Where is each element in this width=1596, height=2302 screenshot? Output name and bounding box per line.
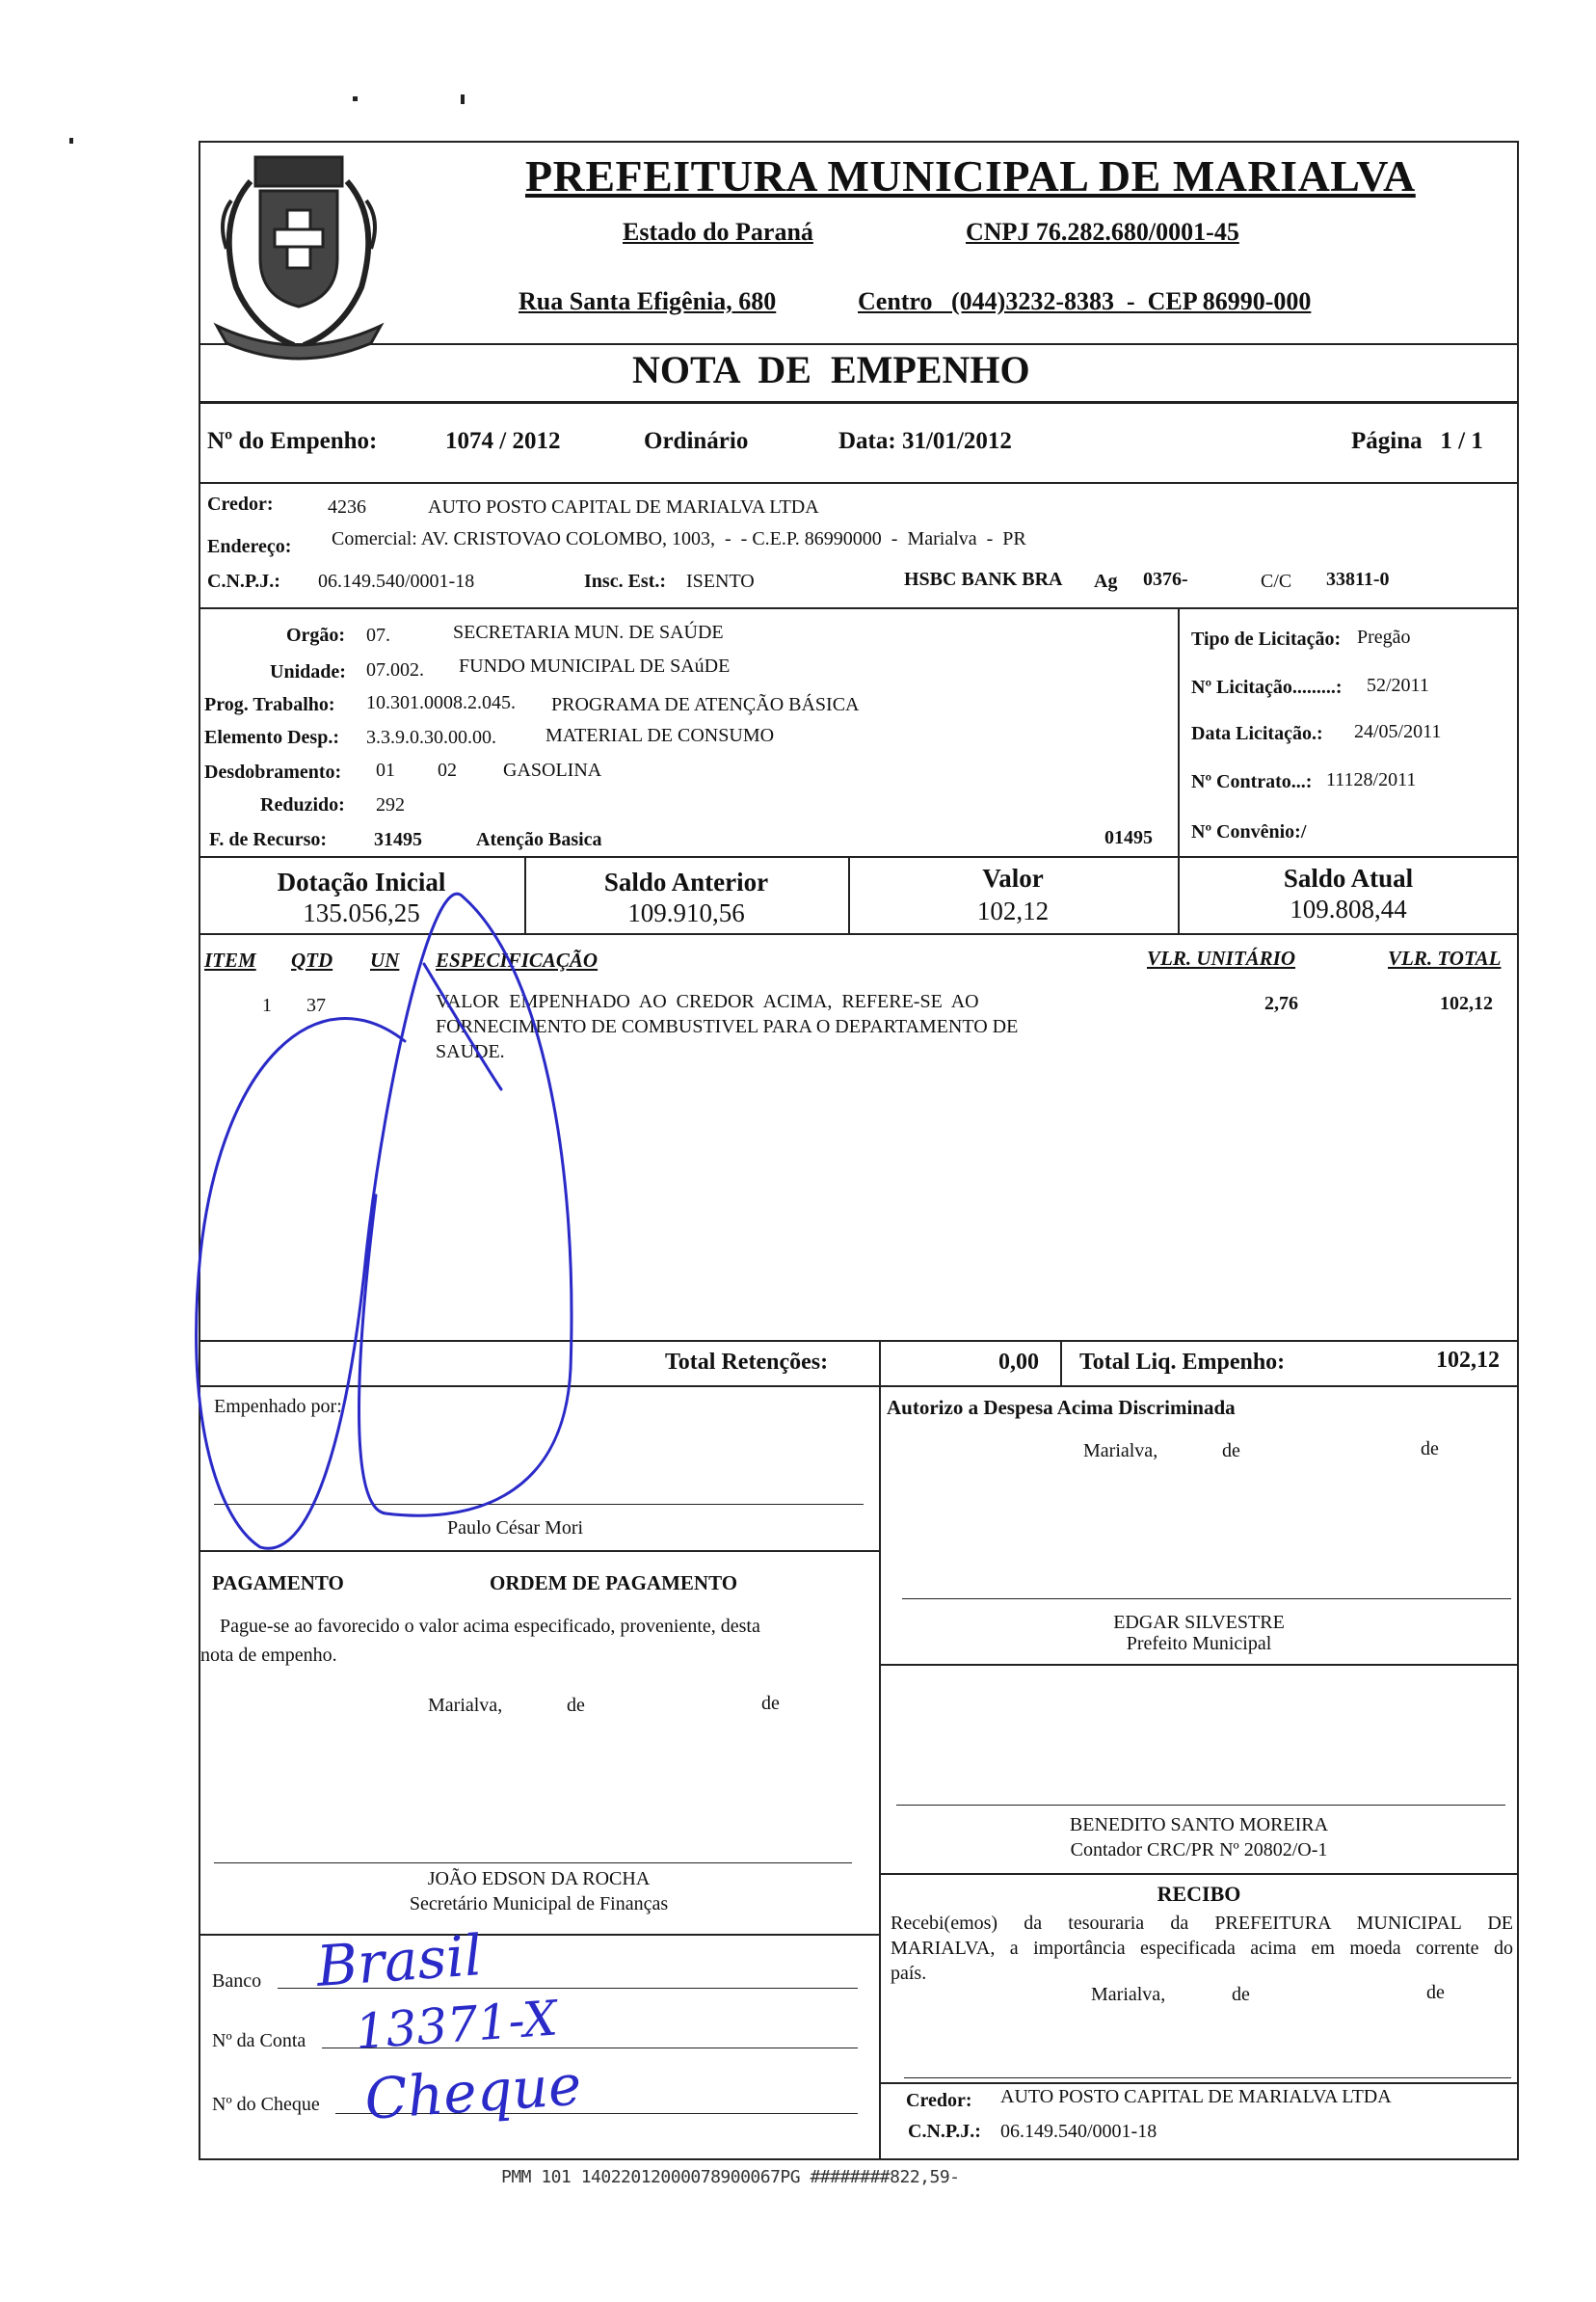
signature-line [904, 2077, 1511, 2078]
elemento-name: MATERIAL DE CONSUMO [545, 725, 775, 746]
unidade-code: 07.002. [366, 659, 424, 681]
divider [199, 856, 1519, 858]
contrato-value: 11128/2011 [1326, 769, 1417, 790]
signature-line [214, 1504, 864, 1505]
prefeito-name: EDGAR SILVESTRE [1113, 1612, 1285, 1633]
col-header-unit: VLR. UNITÁRIO [1147, 947, 1296, 970]
licitacao-num: 52/2011 [1367, 675, 1429, 696]
recibo-cnpj: 06.149.540/0001-18 [1000, 2121, 1157, 2142]
autorizo-de-1: de [1222, 1440, 1240, 1461]
cheque-line [335, 2113, 858, 2114]
footer-code: PMM 101 14022012000078900067PG ########822,59- [501, 2167, 960, 2187]
orgao-label: Orgão: [286, 625, 346, 646]
document-title: NOTA DE EMPENHO [632, 348, 1030, 391]
recurso-code: 31495 [374, 829, 422, 850]
endereco-label: Endereço: [207, 536, 292, 557]
recurso-name: Atenção Basica [476, 829, 602, 850]
cnpj-label: C.N.P.J.: [207, 571, 280, 592]
licitacao-tipo: Pregão [1357, 627, 1411, 648]
bank-name: HSBC BANK BRA [904, 569, 1063, 590]
divider [879, 1873, 1519, 1875]
retencoes-value: 0,00 [998, 1350, 1039, 1375]
prefeito-title: Prefeito Municipal [1126, 1633, 1272, 1654]
account-value: 33811-0 [1326, 569, 1390, 590]
col-header-qtd: QTD [291, 949, 333, 972]
saldo-atual-value: 109.808,44 [1290, 895, 1407, 923]
saldo-anterior-label: Saldo Anterior [603, 868, 769, 897]
orgao-code: 07. [366, 625, 390, 646]
divider [879, 1340, 881, 2160]
autorizo-de-2: de [1421, 1438, 1439, 1459]
recibo-credor-label: Credor: [906, 2090, 972, 2111]
divider [1060, 1340, 1062, 1385]
row-spec-line1: VALOR EMPENHADO AO CREDOR ACIMA, REFERE-SE AO [436, 991, 979, 1012]
reduzido-label: Reduzido: [260, 794, 345, 816]
credor-address: Comercial: AV. CRISTOVAO COLOMBO, 1003, - - C.E.P. 86990000 - Marialva - PR [332, 528, 1026, 549]
dotacao-inicial-label: Dotação Inicial [277, 868, 446, 897]
divider [199, 933, 1519, 935]
licitacao-data-label: Data Licitação.: [1191, 723, 1323, 744]
licitacao-num-label: Nº Licitação.........: [1191, 677, 1343, 698]
recibo-cnpj-label: C.N.P.J.: [908, 2121, 981, 2142]
credor-label: Credor: [207, 494, 274, 515]
autorizo-heading: Autorizo a Despesa Acima Discriminada [887, 1396, 1236, 1419]
banco-line [278, 1988, 858, 1989]
divider [199, 482, 1519, 484]
credor-cnpj: 06.149.540/0001-18 [318, 571, 475, 592]
prog-label: Prog. Trabalho: [204, 694, 335, 715]
dotacao-inicial-value: 135.056,25 [303, 898, 420, 927]
scan-speck [461, 94, 465, 104]
pague-text-1: Pague-se ao favorecido o valor acima especificado, proveniente, desta [220, 1616, 760, 1637]
divider [1178, 607, 1180, 856]
handwritten-banco: Brasil [314, 1922, 485, 1999]
empenhado-name: Paulo César Mori [447, 1517, 584, 1539]
divider [199, 1934, 879, 1936]
divider [199, 607, 1519, 609]
recibo-credor-name: AUTO POSTO CAPITAL DE MARIALVA LTDA [1000, 2086, 1392, 2107]
prog-name: PROGRAMA DE ATENÇÃO BÁSICA [551, 694, 860, 715]
retencoes-label: Total Retenções: [665, 1350, 829, 1375]
handwritten-cheque: Cheque [362, 2051, 584, 2132]
header-address: Rua Santa Efigênia, 680 [519, 287, 777, 315]
empenhado-label: Empenhado por: [214, 1396, 342, 1417]
scan-speck [353, 96, 358, 101]
divider [879, 2082, 1519, 2084]
unidade-name: FUNDO MUNICIPAL DE SAúDE [459, 656, 731, 677]
row-spec-line2: FORNECIMENTO DE COMBUSTIVEL PARA O DEPARTAMENTO DE [436, 1016, 1019, 1037]
desdobramento-a: 01 [376, 760, 395, 781]
empenho-type: Ordinário [644, 428, 749, 454]
header-contact: Centro (044)3232-8383 - CEP 86990-000 [858, 287, 1312, 315]
reduzido-value: 292 [376, 794, 405, 816]
convenio-label: Nº Convênio:/ [1191, 821, 1307, 843]
divider [199, 1340, 1519, 1342]
scan-speck [69, 138, 73, 144]
ordem-de-1: de [567, 1695, 585, 1716]
credor-name: AUTO POSTO CAPITAL DE MARIALVA LTDA [428, 496, 819, 518]
row-item: 1 [262, 995, 272, 1016]
account-label: C/C [1261, 571, 1292, 592]
autorizo-marialva: Marialva, [1083, 1440, 1158, 1461]
recurso-right-code: 01495 [1104, 827, 1153, 848]
desdobramento-name: GASOLINA [503, 760, 602, 781]
divider [199, 1550, 879, 1552]
recibo-text-3: país. [891, 1963, 927, 1984]
col-header-item: ITEM [204, 949, 256, 972]
signature-line [214, 1862, 852, 1863]
valor-value: 102,12 [976, 897, 1050, 925]
cheque-label: Nº do Cheque [212, 2094, 320, 2115]
page-title: PREFEITURA MUNICIPAL DE MARIALVA [525, 151, 1416, 201]
prog-code: 10.301.0008.2.045. [366, 692, 516, 713]
header-estado: Estado do Paraná [623, 218, 813, 246]
empenho-date: Data: 31/01/2012 [838, 428, 1012, 454]
handwritten-conta: 13371-X [353, 1990, 560, 2060]
secretario-title: Secretário Municipal de Finanças [409, 1893, 669, 1914]
empenho-number: 1074 / 2012 [445, 428, 561, 454]
row-unit-value: 2,76 [1264, 993, 1298, 1014]
licitacao-tipo-label: Tipo de Licitação: [1191, 629, 1342, 650]
liquido-value: 102,12 [1436, 1348, 1500, 1373]
recibo-text-2: MARIALVA, a importância especificada acima em moeda corrente do [891, 1938, 1513, 1959]
recibo-de-1: de [1232, 1984, 1250, 2005]
page-number: Página 1 / 1 [1351, 428, 1483, 454]
desdobramento-b: 02 [438, 760, 457, 781]
licitacao-data: 24/05/2011 [1354, 721, 1442, 742]
desdobramento-label: Desdobramento: [204, 762, 342, 783]
signature-line [902, 1598, 1511, 1599]
agency-value: 0376- [1143, 569, 1188, 590]
ordem-pagamento-heading: ORDEM DE PAGAMENTO [490, 1571, 738, 1594]
liquido-label: Total Liq. Empenho: [1079, 1350, 1286, 1375]
recibo-text-1: Recebi(emos) da tesouraria da PREFEITURA MUNICIPAL DE [891, 1913, 1513, 1934]
col-header-total: VLR. TOTAL [1388, 947, 1502, 970]
recibo-de-2: de [1426, 1982, 1445, 2003]
divider [199, 1385, 1519, 1387]
banco-label: Banco [212, 1970, 262, 1992]
col-header-un: UN [370, 949, 400, 972]
ordem-marialva: Marialva, [428, 1695, 503, 1716]
col-header-especificacao: ESPECIFICAÇÃO [436, 949, 598, 972]
divider [199, 343, 1519, 345]
contador-name: BENEDITO SANTO MOREIRA [1069, 1814, 1329, 1835]
insc-value: ISENTO [686, 571, 755, 592]
signature-line [896, 1805, 1505, 1806]
empenho-number-label: Nº do Empenho: [207, 428, 378, 454]
unidade-label: Unidade: [270, 661, 346, 683]
pague-text-2: nota de empenho. [200, 1645, 337, 1666]
row-qtd: 37 [306, 995, 326, 1016]
divider [199, 401, 1519, 404]
valor-label: Valor [982, 864, 1044, 893]
agency-label: Ag [1094, 571, 1118, 592]
contrato-label: Nº Contrato...: [1191, 771, 1313, 792]
contador-title: Contador CRC/PR Nº 20802/O-1 [1070, 1839, 1328, 1860]
insc-label: Insc. Est.: [584, 571, 667, 592]
saldo-anterior-value: 109.910,56 [627, 898, 745, 927]
header-cnpj: CNPJ 76.282.680/0001-45 [966, 218, 1239, 246]
conta-label: Nº da Conta [212, 2030, 306, 2051]
pagamento-heading: PAGAMENTO [212, 1571, 344, 1594]
saldo-atual-label: Saldo Atual [1283, 864, 1414, 893]
ordem-de-2: de [761, 1693, 780, 1714]
secretario-name: JOÃO EDSON DA ROCHA [427, 1868, 651, 1889]
orgao-name: SECRETARIA MUN. DE SAÚDE [453, 622, 724, 643]
elemento-code: 3.3.9.0.30.00.00. [366, 727, 496, 748]
divider [879, 1664, 1519, 1666]
credor-code: 4236 [328, 496, 366, 518]
recibo-marialva: Marialva, [1091, 1984, 1166, 2005]
recibo-heading: RECIBO [1157, 1882, 1241, 1906]
recurso-label: F. de Recurso: [209, 829, 328, 850]
row-total-value: 102,12 [1440, 993, 1493, 1014]
elemento-label: Elemento Desp.: [204, 727, 339, 748]
row-spec-line3: SAUDE. [436, 1041, 505, 1062]
